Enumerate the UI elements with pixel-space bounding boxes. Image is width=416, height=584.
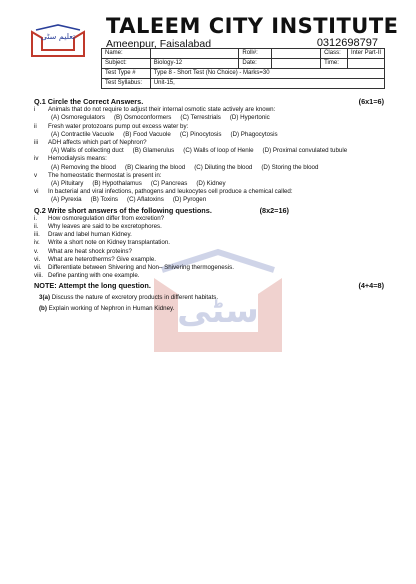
short-question bbox=[34, 231, 384, 239]
mcq-question bbox=[34, 188, 384, 196]
question-number: iv bbox=[34, 155, 39, 163]
mcq-options bbox=[34, 131, 384, 139]
q2-heading bbox=[34, 207, 384, 215]
subject-label: Subject: bbox=[102, 59, 151, 69]
short-question bbox=[34, 215, 384, 223]
long-question bbox=[34, 294, 384, 302]
mcq-options bbox=[34, 196, 384, 204]
name-field[interactable] bbox=[150, 49, 239, 59]
question-number: viii. bbox=[34, 272, 43, 280]
mcq-options bbox=[34, 164, 384, 172]
institute-phone: 0312698797 bbox=[316, 37, 378, 49]
subject-value: Biology-12 bbox=[150, 59, 239, 69]
mcq-option: (B) Hypothalamus bbox=[92, 180, 142, 188]
roll-label: Roll#: bbox=[239, 49, 272, 59]
watermark-text: سٹی bbox=[177, 291, 259, 331]
mcq-option: (D) Hypertonic bbox=[229, 114, 270, 122]
mcq-option: (A) Osmoregulators bbox=[51, 114, 105, 122]
mcq-question bbox=[34, 106, 384, 114]
long-question bbox=[34, 305, 384, 313]
mcq-question bbox=[34, 123, 384, 131]
q2-marks: (8x2=16) bbox=[259, 205, 289, 215]
q1-heading bbox=[34, 98, 384, 106]
mcq-options bbox=[34, 147, 384, 155]
syllabus-value: Unit-15, bbox=[150, 79, 384, 89]
mcq-option: (B) Food Vacuole bbox=[123, 130, 171, 138]
mcq-option: (C) Pancreas bbox=[150, 180, 188, 188]
mcq-option: (A) Removing the blood bbox=[51, 163, 117, 171]
mcq-option: (D) Phagocytosis bbox=[230, 130, 278, 138]
question-text: Why leaves are said to be excretophores. bbox=[48, 223, 162, 231]
question-text: Animals that do not require to adjust their internal osmotic state actively are known: bbox=[48, 106, 276, 114]
date-field[interactable] bbox=[271, 59, 320, 69]
question-text: Discuss the nature of excretory products in different habitats. bbox=[51, 293, 219, 301]
q1-title: Q.1 Circle the Correct Answers. bbox=[34, 97, 144, 106]
class-value: Inter Part-II bbox=[347, 49, 384, 59]
question-text: Write a short note on Kidney transplantation. bbox=[48, 239, 170, 247]
student-info-table bbox=[101, 48, 385, 89]
question-number: i. bbox=[34, 214, 38, 222]
mcq-option: (C) Pinocytosis bbox=[179, 130, 222, 138]
short-question bbox=[34, 223, 384, 231]
note-marks: (4+4=8) bbox=[358, 281, 384, 291]
question-text: Draw and label human Kidney. bbox=[48, 231, 132, 239]
mcq-option: (C) Terrestrials bbox=[180, 114, 221, 122]
q2-list bbox=[34, 215, 384, 281]
question-text: ADH affects which part of Nephron? bbox=[48, 139, 147, 147]
short-question bbox=[34, 248, 384, 256]
time-label: Time: bbox=[321, 59, 348, 69]
mcq-option: (B) Glamerulus bbox=[132, 147, 175, 155]
class-label: Class: bbox=[321, 49, 348, 59]
q1-marks: (6x1=6) bbox=[358, 97, 384, 106]
mcq-option: (B) Clearing the blood bbox=[125, 163, 186, 171]
question-text: In bacterial and viral infections, pathogens and leukocytes cell produce a chemical called: bbox=[48, 188, 293, 196]
time-field[interactable] bbox=[347, 59, 384, 69]
mcq-option: (D) Proximal convulated tubule bbox=[262, 147, 348, 155]
question-text: Hemodialysis means: bbox=[48, 155, 107, 163]
mcq-option: (B) Osmoconformers bbox=[113, 114, 172, 122]
mcq-options bbox=[34, 180, 384, 188]
mcq-option: (A) Contractile Vacuole bbox=[51, 130, 115, 138]
mcq-options bbox=[34, 114, 384, 122]
question-number: ii. bbox=[34, 223, 39, 231]
short-question bbox=[34, 256, 384, 264]
question-number: vi. bbox=[34, 255, 41, 263]
institute-city: Ameenpur, Faisalabad bbox=[106, 38, 212, 50]
question-number: iii bbox=[34, 139, 39, 147]
question-text: Explain working of Nephron in Human Kidney. bbox=[48, 304, 175, 312]
question-text: Define panting with one example. bbox=[48, 272, 140, 280]
mcq-option: (D) Storing the blood bbox=[261, 163, 319, 171]
mcq-option: (D) Pyrogen bbox=[172, 196, 207, 204]
mcq-question bbox=[34, 139, 384, 147]
question-text: Fresh water protozoans pump out excess water by: bbox=[48, 122, 189, 130]
type-label: Test Type # bbox=[102, 69, 151, 79]
note-list bbox=[34, 294, 384, 313]
mcq-option: (D) Kidney bbox=[196, 180, 226, 188]
roll-field[interactable] bbox=[271, 49, 320, 59]
mcq-question bbox=[34, 155, 384, 163]
note-heading bbox=[34, 282, 384, 290]
question-number: v bbox=[34, 171, 38, 179]
date-label: Date: bbox=[239, 59, 272, 69]
mcq-option: (B) Toxins bbox=[90, 196, 119, 204]
question-number: ii bbox=[34, 122, 37, 130]
short-question bbox=[34, 272, 384, 280]
note-title: NOTE: Attempt the long question. bbox=[34, 281, 151, 291]
question-text: The homeostatic thermostat is present in: bbox=[48, 171, 162, 179]
question-text: How osmoregulation differ from excretion? bbox=[48, 214, 165, 222]
mcq-option: (C) Diluting the blood bbox=[194, 163, 253, 171]
institute-logo bbox=[30, 24, 86, 58]
exam-content bbox=[34, 97, 384, 313]
mcq-option: (C) Aflatoxins bbox=[127, 196, 164, 204]
question-number: vii. bbox=[34, 264, 42, 272]
logo-text-top: تعليم سٹی bbox=[40, 32, 76, 41]
question-text: What are heterotherms? Give example. bbox=[48, 255, 156, 263]
syllabus-label: Test Syllabus: bbox=[102, 79, 151, 89]
mcq-option: (A) Pituitary bbox=[51, 180, 84, 188]
question-number: iv. bbox=[34, 239, 40, 247]
q2-title: Q.2 Write short answers of the following questions. bbox=[34, 205, 212, 215]
institute-name: TALEEM CITY INSTITUTE bbox=[106, 14, 399, 38]
q1-list bbox=[34, 106, 384, 204]
name-label: Name: bbox=[102, 49, 151, 59]
question-text: Differentiate between Shivering and Non– Shivering thermogenesis. bbox=[48, 264, 234, 272]
question-number: (b) bbox=[39, 304, 47, 312]
question-number: iii. bbox=[34, 231, 40, 239]
question-text: What are heat shock proteins? bbox=[48, 247, 132, 255]
question-number: i bbox=[34, 106, 36, 114]
type-value: Type 8 - Short Test (No Choice) - Marks=30 bbox=[150, 69, 384, 79]
question-number: v. bbox=[34, 247, 39, 255]
question-number: 3(a) bbox=[39, 293, 51, 301]
mcq-option: (C) Walls of loop of Henle bbox=[183, 147, 254, 155]
short-question bbox=[34, 239, 384, 247]
short-question bbox=[34, 264, 384, 272]
mcq-option: (A) Walls of collecting duct bbox=[51, 147, 124, 155]
question-number: vi bbox=[34, 188, 39, 196]
mcq-option: (A) Pyrexia bbox=[51, 196, 82, 204]
mcq-question bbox=[34, 172, 384, 180]
